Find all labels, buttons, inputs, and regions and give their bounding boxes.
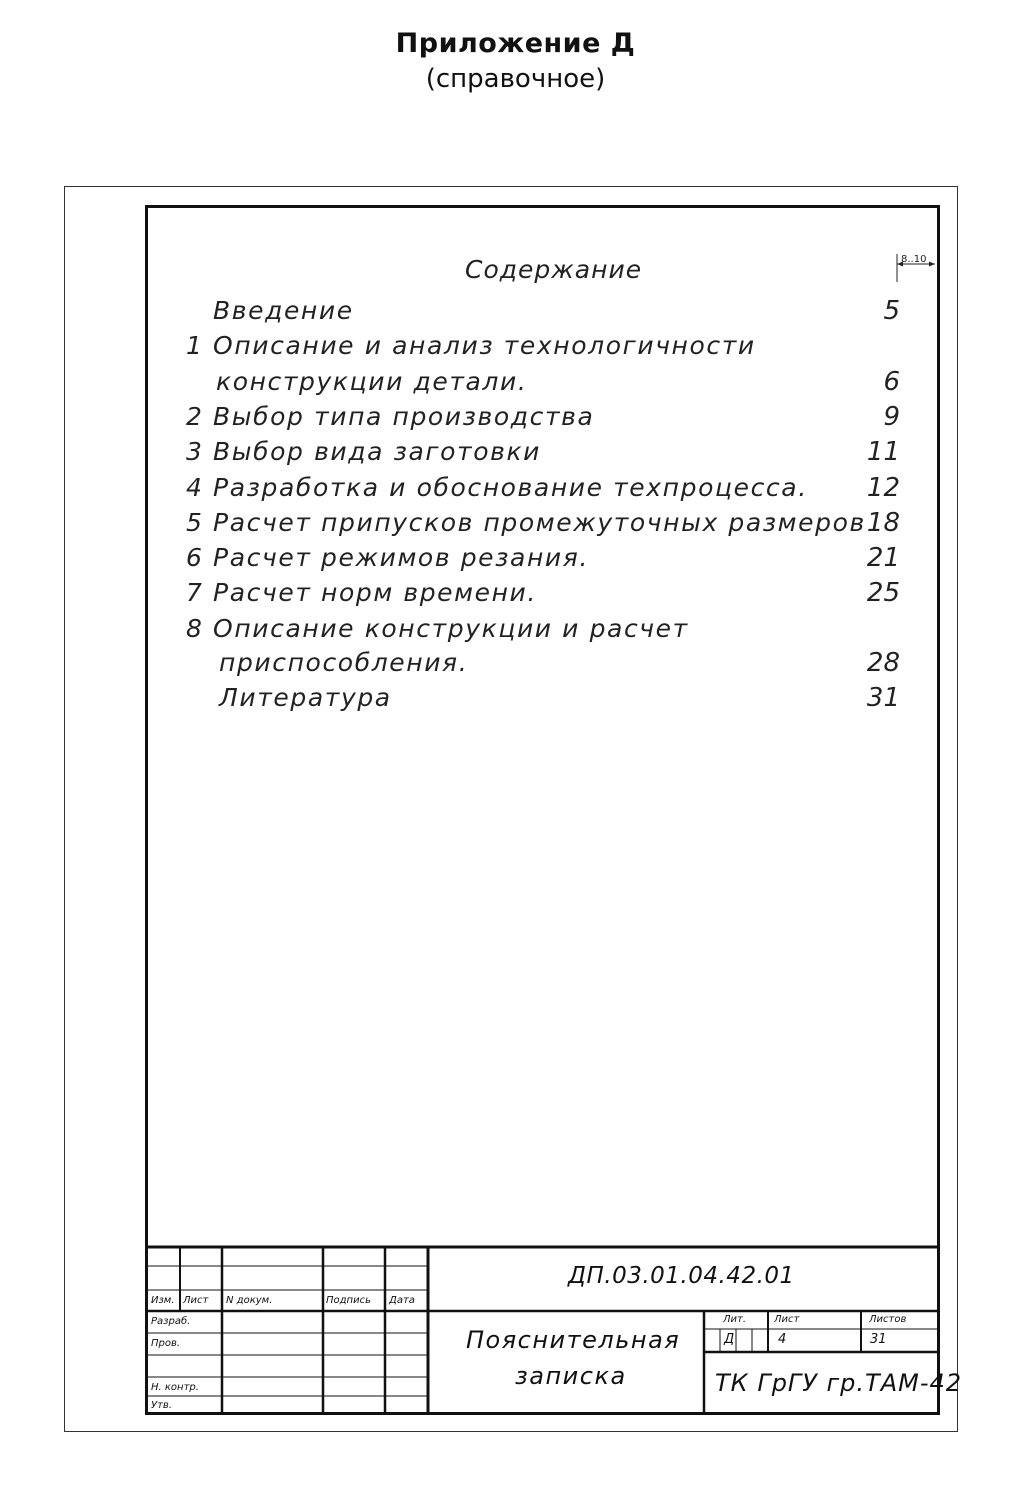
sheet-value: 4 — [778, 1332, 787, 1347]
toc-page-number: 31 — [866, 683, 900, 713]
sheet-label: Лист — [774, 1314, 800, 1325]
toc-page-number: 12 — [866, 473, 900, 503]
col-header-signature: Подпись — [326, 1295, 371, 1306]
toc-page-number: 9 — [883, 402, 900, 432]
role-approved: Утв. — [151, 1400, 172, 1411]
toc-entry: конструкции детали. — [216, 367, 528, 396]
sheets-label: Листов — [869, 1314, 907, 1325]
lit-label: Лит. — [723, 1314, 747, 1325]
appendix-subtitle: (справочное) — [425, 64, 606, 94]
toc-entry: Введение — [213, 296, 354, 325]
toc-entry: 3 Выбор вида заготовки — [186, 437, 541, 466]
dimension-label: 8..10 — [901, 254, 927, 265]
appendix-title: Приложение Д — [395, 28, 636, 59]
col-header-date: Дата — [389, 1295, 415, 1306]
col-header-sheet: Лист — [183, 1295, 209, 1306]
toc-entry: Литература — [219, 683, 392, 712]
document-name-line2: записка — [515, 1362, 627, 1390]
toc-heading: Содержание — [465, 255, 643, 284]
col-header-change: Изм. — [151, 1295, 175, 1306]
role-norm-control: Н. контр. — [151, 1382, 199, 1393]
toc-entry: 1 Описание и анализ технологичности — [186, 331, 756, 360]
toc-entry: 6 Расчет режимов резания. — [186, 543, 589, 572]
document-code: ДП.03.01.04.42.01 — [568, 1263, 795, 1289]
toc-page-number: 21 — [866, 543, 900, 573]
toc-page-number: 6 — [883, 367, 900, 397]
toc-page-number: 28 — [866, 648, 900, 678]
toc-page-number: 25 — [866, 578, 900, 608]
toc-page-number: 11 — [866, 437, 900, 467]
col-header-doc-number: N докум. — [226, 1295, 273, 1306]
toc-entry: приспособления. — [219, 648, 469, 677]
organization: ТК ГрГУ гр.ТАМ-42 — [715, 1369, 963, 1397]
toc-page-number: 5 — [883, 296, 900, 326]
sheets-value: 31 — [870, 1332, 887, 1347]
lit-value: Д — [724, 1332, 735, 1347]
toc-entry: 7 Расчет норм времени. — [186, 578, 537, 607]
toc-page-number: 18 — [866, 508, 900, 538]
toc-entry: 2 Выбор типа производства — [186, 402, 595, 431]
role-developer: Разраб. — [151, 1316, 191, 1327]
toc-entry: 5 Расчет припусков промежуточных размеров — [186, 508, 866, 537]
document-name-line1: Пояснительная — [466, 1326, 681, 1354]
toc-entry: 8 Описание конструкции и расчет — [186, 614, 689, 643]
toc-entry: 4 Разработка и обоснование техпроцесса. — [186, 473, 808, 502]
role-checker: Пров. — [151, 1338, 181, 1349]
